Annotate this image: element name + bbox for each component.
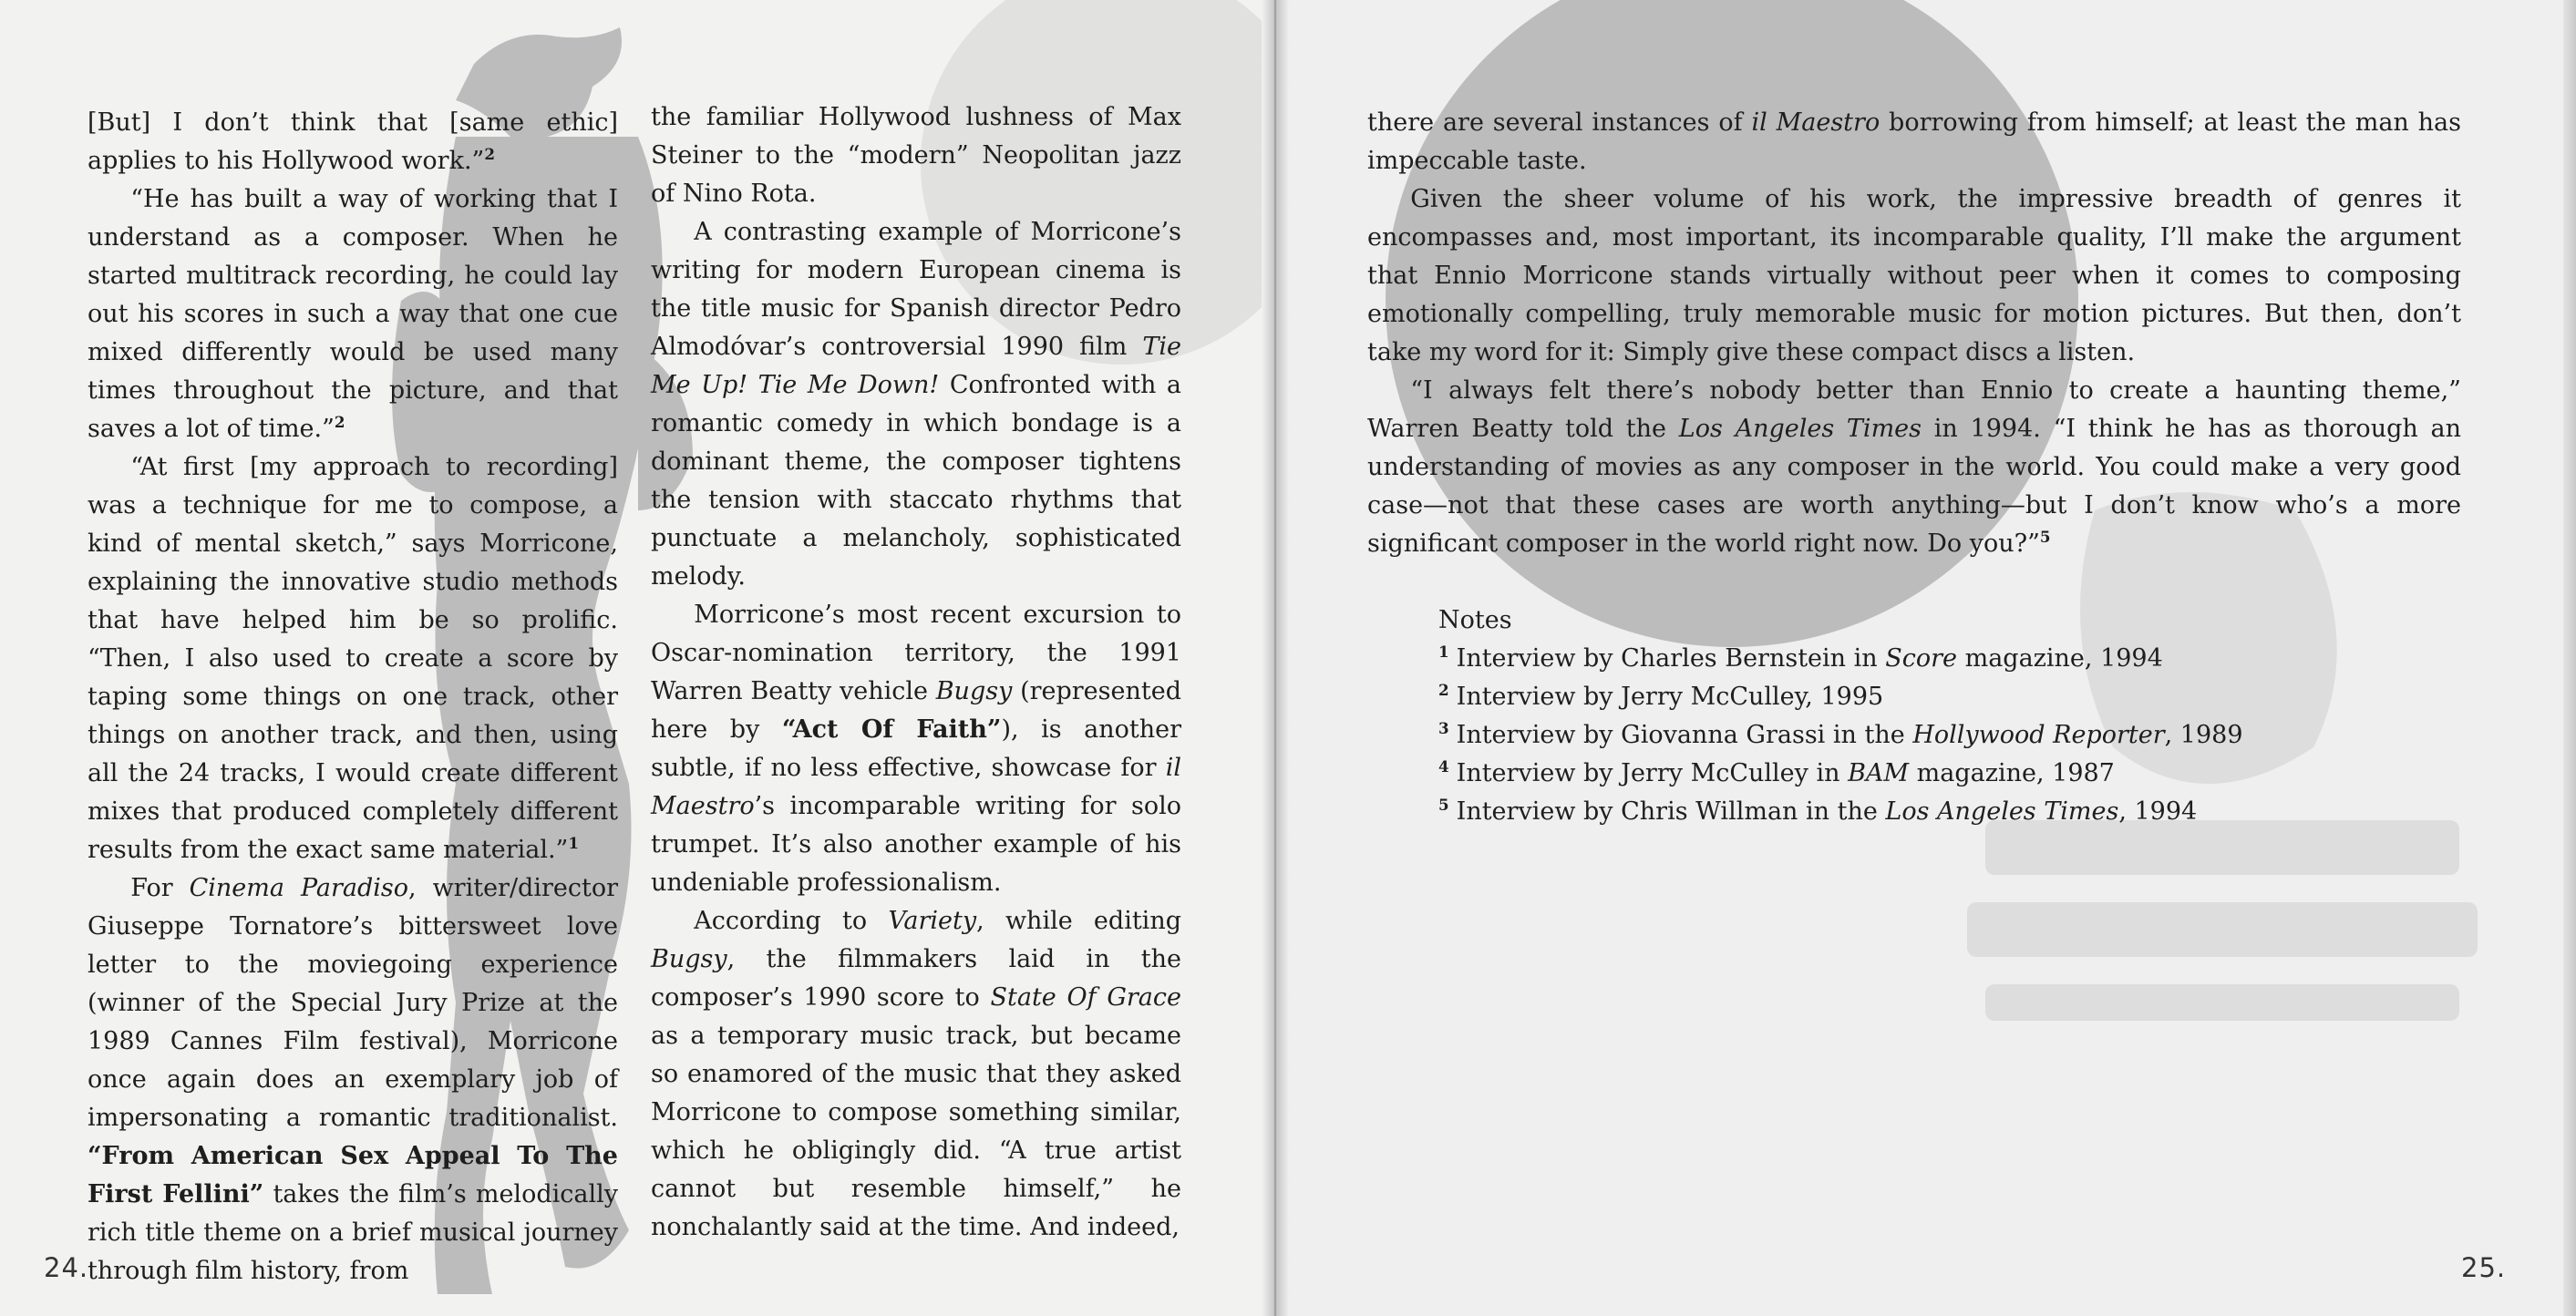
paragraph <box>88 869 618 1290</box>
text: there are several instances of <box>1367 108 1752 137</box>
text: “He has built a way of working that I understand as a composer. When he started multitrack recording, he could lay out his scores in such a way that one cue mixed differently would be used many times throughout the picture, and that saves a lot of time.” <box>88 185 618 443</box>
note-number: 5 <box>1438 796 1449 814</box>
footnote-marker: 2 <box>484 145 495 163</box>
text: According to <box>694 907 889 935</box>
text: “I always felt there’s nobody better than Ennio to create a haunting theme,” Warren Beatty told the <box>1367 376 2461 443</box>
italic-phrase: il Maestro <box>1751 108 1880 137</box>
footnote-marker: 2 <box>334 413 345 431</box>
text: in 1994. “I think he has as thorough an understanding of movies as any composer in the world. You could make a very good case—not that these cases are worth anything—but I don’t know who’s a more significant composer in the world right now. Do you?” <box>1367 415 2461 558</box>
paragraph <box>1367 104 2461 180</box>
publication-title: BAM <box>1848 759 1910 787</box>
note-item <box>1438 640 2441 678</box>
text: the familiar Hollywood lushness of Max Steiner to the “modern” Neopolitan jazz of Nino Rota. <box>651 103 1181 208</box>
paragraph <box>651 902 1181 1247</box>
text: , the filmmakers laid in the composer’s 1990 score to <box>651 945 1181 1012</box>
text: A contrasting example of Morricone’s writing for modern European cinema is the title music for Spanish director Pedro Almodóvar’s controversial 1990 film <box>651 218 1181 361</box>
footnote-marker: 5 <box>2039 528 2051 546</box>
text: “At first [my approach to recording] was a technique for me to compose, a kind of mental sketch,” says Morricone, explaining the innovative studio methods that have helped him be so prolific. “Then, I also used to create a score by taping some things on one track, other things on another track, and then, using all the 24 tracks, I would create different mixes that produced completely different results from the exact same material.” <box>88 453 618 864</box>
film-title: State Of Grace <box>990 983 1181 1012</box>
text: borrowing from himself; at least the man has impeccable taste. <box>1367 108 2461 175</box>
text: Interview by Jerry McCulley, 1995 <box>1456 683 1884 711</box>
text: magazine, 1994 <box>1957 644 2163 673</box>
text: , writer/director Giuseppe Tornatore’s bittersweet love letter to the moviegoing experience (winner of the Special Jury Prize at the 1989 Cannes Film festival), Morricone once again does an exemplary job of impersonating a romantic traditionalist. <box>88 874 618 1132</box>
text: Interview by Giovanna Grassi in the <box>1456 721 1913 749</box>
paragraph <box>651 596 1181 902</box>
note-number: 3 <box>1438 719 1449 737</box>
text: Interview by Chris Willman in the <box>1456 797 1886 826</box>
left-page <box>0 0 1274 1316</box>
publication-title: Score <box>1885 644 1958 673</box>
note-number: 1 <box>1438 643 1449 661</box>
paragraph <box>88 448 618 869</box>
note-item <box>1438 678 2441 716</box>
publication-title: Los Angeles Times <box>1885 797 2119 826</box>
text: (represented here by <box>651 677 1181 744</box>
text: [But] I don’t think that [same ethic] applies to his Hollywood work.” <box>88 108 618 175</box>
note-number: 2 <box>1438 681 1449 699</box>
note-item <box>1438 755 2441 793</box>
footnote-marker: 1 <box>568 834 580 852</box>
track-title: “From American Sex Appeal To The First Fellini” <box>88 1142 618 1208</box>
page-number-left: 24. <box>44 1252 89 1283</box>
paragraph <box>1367 372 2461 563</box>
film-title: Cinema Paradiso <box>189 874 409 902</box>
film-title: Tie Me Up! Tie Me Down! <box>651 333 1181 399</box>
publication-title: Hollywood Reporter <box>1912 721 2165 749</box>
page-number-right: 25. <box>2461 1252 2507 1283</box>
track-title: “Act Of Faith” <box>781 715 1002 744</box>
text: as a temporary music track, but became so enamored of the music that they asked Morricone to compose something similar, which he obligingly did. “A true artist cannot but resemble himself,” he nonchalantly said at the time. And indeed, <box>651 1022 1181 1241</box>
left-column-1 <box>88 104 618 1290</box>
publication-title: Variety <box>888 907 977 935</box>
text: Interview by Charles Bernstein in <box>1456 644 1886 673</box>
notes-section <box>1438 601 2441 831</box>
text: ), is another subtle, if no less effective, showcase for <box>651 715 1181 782</box>
film-title: Bugsy <box>935 677 1013 705</box>
text: , while editing <box>976 907 1181 935</box>
text: , 1994 <box>2118 797 2198 826</box>
note-item <box>1438 793 2441 831</box>
italic-phrase: il Maestro <box>651 754 1181 820</box>
text: For <box>130 874 190 902</box>
text: Given the sheer volume of his work, the impressive breadth of genres it encompasses and, most important, its incomparable quality, I’ll make the argument that Ennio Morricone stands virtually without peer when it comes to composing emotionally compelling, truly memorable music for motion pictures. But then, don’t take my word for it: Simply give these compact discs a listen. <box>1367 185 2461 366</box>
text: Morricone’s most recent excursion to Oscar-nomination territory, the 1991 Warren Beatty vehicle <box>651 601 1181 705</box>
paragraph <box>1367 180 2461 372</box>
text: Confronted with a romantic comedy in which bondage is a dominant theme, the composer tightens the tension with staccato rhythms that punctuate a melancholy, sophisticated melody. <box>651 371 1181 591</box>
right-body-text <box>1367 104 2461 563</box>
text: , 1989 <box>2164 721 2243 749</box>
right-page <box>1274 0 2576 1316</box>
text: ’s incomparable writing for solo trumpet. It’s also another example of his undeniable professionalism. <box>651 792 1181 897</box>
paragraph <box>88 104 618 180</box>
book-gutter <box>1262 0 1289 1316</box>
page-edge <box>2563 0 2576 1316</box>
paragraph <box>651 213 1181 596</box>
paragraph <box>651 98 1181 213</box>
notes-title: Notes <box>1438 606 1512 634</box>
note-item <box>1438 716 2441 755</box>
left-column-2 <box>651 98 1181 1247</box>
note-number: 4 <box>1438 757 1449 776</box>
text: takes the film’s melodically rich title theme on a brief musical journey through film history, from <box>88 1180 618 1285</box>
publication-title: Los Angeles Times <box>1678 415 1922 443</box>
text: Interview by Jerry McCulley in <box>1456 759 1849 787</box>
paragraph <box>88 180 618 448</box>
film-title: Bugsy <box>651 945 727 973</box>
text: magazine, 1987 <box>1909 759 2115 787</box>
